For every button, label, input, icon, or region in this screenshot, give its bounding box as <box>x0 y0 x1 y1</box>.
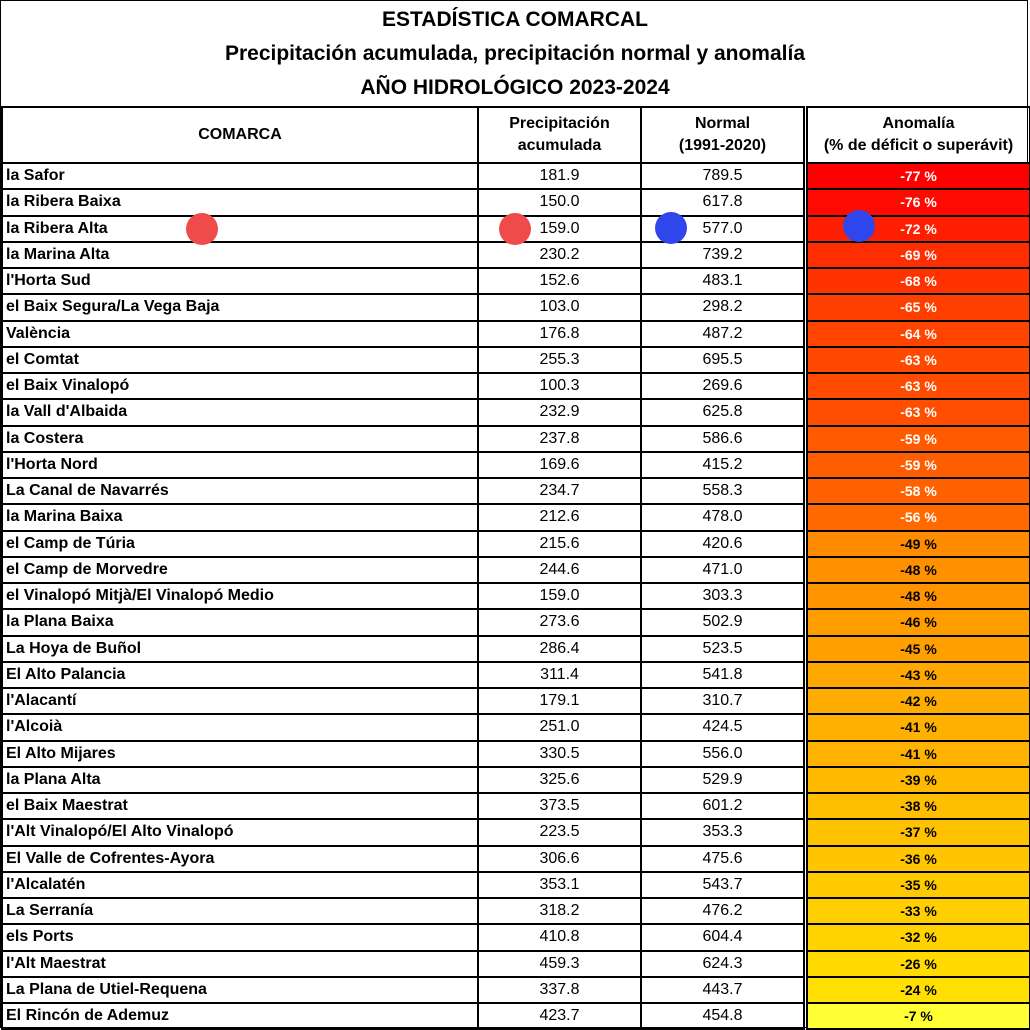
comarca-name: l'Alt Maestrat <box>2 951 478 977</box>
table-body <box>2 163 1030 1029</box>
page-subtitle: Precipitación acumulada, precipitación normal y anomalía <box>224 42 805 65</box>
comarca-name: El Alto Mijares <box>2 741 478 767</box>
table-row <box>2 872 1030 898</box>
normal-value: 789.5 <box>641 163 804 189</box>
anomaly-value: -33 % <box>807 898 1030 924</box>
column-header-precipitation-line2: acumulada <box>517 137 602 154</box>
precipitation-value: 311.4 <box>478 662 641 688</box>
precipitation-value: 353.1 <box>478 872 641 898</box>
normal-value: 483.1 <box>641 268 804 294</box>
comarca-name: el Camp de Túria <box>2 531 478 557</box>
normal-value: 310.7 <box>641 688 804 714</box>
anomaly-value: -49 % <box>807 531 1030 557</box>
comarca-name: l'Alt Vinalopó/El Alto Vinalopó <box>2 819 478 845</box>
table-row <box>2 1003 1030 1029</box>
normal-value: 269.6 <box>641 373 804 399</box>
normal-value: 476.2 <box>641 898 804 924</box>
comarca-name: la Marina Alta <box>2 242 478 268</box>
normal-value: 353.3 <box>641 819 804 845</box>
normal-value: 298.2 <box>641 294 804 320</box>
anomaly-value: -64 % <box>807 321 1030 347</box>
comarca-name: La Plana de Utiel-Requena <box>2 977 478 1003</box>
comarca-name: l'Alacantí <box>2 688 478 714</box>
comarca-name: la Ribera Alta <box>2 216 478 242</box>
precipitation-value: 255.3 <box>478 347 641 373</box>
comarca-name: La Serranía <box>2 898 478 924</box>
table-row <box>2 347 1030 373</box>
anomaly-value: -43 % <box>807 662 1030 688</box>
anomaly-value: -37 % <box>807 819 1030 845</box>
precipitation-value: 179.1 <box>478 688 641 714</box>
comarca-name: El Rincón de Ademuz <box>2 1003 478 1029</box>
table-row <box>2 399 1030 425</box>
normal-value: 695.5 <box>641 347 804 373</box>
page-title: ESTADÍSTICA COMARCAL <box>382 8 648 31</box>
normal-value: 529.9 <box>641 767 804 793</box>
precipitation-value: 244.6 <box>478 557 641 583</box>
precipitation-value: 273.6 <box>478 609 641 635</box>
comarca-name: la Plana Baixa <box>2 609 478 635</box>
column-header-precipitation <box>478 107 641 163</box>
anomaly-value: -46 % <box>807 609 1030 635</box>
table-row <box>2 163 1030 189</box>
precipitation-value: 215.6 <box>478 531 641 557</box>
precipitation-value: 232.9 <box>478 399 641 425</box>
blue-marker-dot <box>655 212 687 244</box>
column-header-precipitation-line1: Precipitación <box>509 115 610 132</box>
normal-value: 558.3 <box>641 478 804 504</box>
normal-value: 617.8 <box>641 189 804 215</box>
comarca-name: La Canal de Navarrés <box>2 478 478 504</box>
normal-value: 739.2 <box>641 242 804 268</box>
precipitation-value: 100.3 <box>478 373 641 399</box>
comarca-name: el Baix Segura/La Vega Baja <box>2 294 478 320</box>
comarca-name: el Baix Maestrat <box>2 793 478 819</box>
comarca-name: El Valle de Cofrentes-Ayora <box>2 846 478 872</box>
normal-value: 454.8 <box>641 1003 804 1029</box>
precipitation-value: 169.6 <box>478 452 641 478</box>
comarca-name: l'Horta Nord <box>2 452 478 478</box>
normal-value: 502.9 <box>641 609 804 635</box>
precipitation-value: 251.0 <box>478 714 641 740</box>
normal-value: 577.0 <box>641 216 804 242</box>
precipitation-value: 159.0 <box>478 216 641 242</box>
anomaly-value: -7 % <box>807 1003 1030 1029</box>
normal-value: 625.8 <box>641 399 804 425</box>
table-row <box>2 846 1030 872</box>
table-row <box>2 898 1030 924</box>
anomaly-value: -59 % <box>807 426 1030 452</box>
precipitation-value: 318.2 <box>478 898 641 924</box>
anomaly-value: -72 % <box>807 216 1030 242</box>
comarca-name: l'Horta Sud <box>2 268 478 294</box>
column-header-normal-line1: Normal <box>694 115 751 132</box>
precipitation-value: 459.3 <box>478 951 641 977</box>
table-row <box>2 321 1030 347</box>
table-row <box>2 294 1030 320</box>
comarca-name: els Ports <box>2 924 478 950</box>
table-row <box>2 767 1030 793</box>
precipitation-value: 152.6 <box>478 268 641 294</box>
anomaly-value: -42 % <box>807 688 1030 714</box>
normal-value: 420.6 <box>641 531 804 557</box>
anomaly-value: -24 % <box>807 977 1030 1003</box>
precipitation-value: 423.7 <box>478 1003 641 1029</box>
table-row <box>2 688 1030 714</box>
table-row <box>2 478 1030 504</box>
comarca-name: la Safor <box>2 163 478 189</box>
anomaly-value: -69 % <box>807 242 1030 268</box>
table-row <box>2 636 1030 662</box>
column-header-normal <box>641 107 804 163</box>
table-row <box>2 583 1030 609</box>
table-row <box>2 426 1030 452</box>
comarca-name: la Costera <box>2 426 478 452</box>
table-row <box>2 977 1030 1003</box>
table-row <box>2 504 1030 530</box>
normal-value: 624.3 <box>641 951 804 977</box>
table-row <box>2 793 1030 819</box>
normal-value: 471.0 <box>641 557 804 583</box>
table-row <box>2 557 1030 583</box>
comarca-name: La Hoya de Buñol <box>2 636 478 662</box>
precipitation-value: 230.2 <box>478 242 641 268</box>
table-header-row <box>2 107 1030 163</box>
anomaly-value: -45 % <box>807 636 1030 662</box>
comarca-name: l'Alcoià <box>2 714 478 740</box>
table-row <box>2 819 1030 845</box>
anomaly-value: -26 % <box>807 951 1030 977</box>
table-row <box>2 531 1030 557</box>
anomaly-value: -48 % <box>807 583 1030 609</box>
anomaly-value: -58 % <box>807 478 1030 504</box>
normal-value: 604.4 <box>641 924 804 950</box>
normal-value: 478.0 <box>641 504 804 530</box>
column-header-anomaly-line1: Anomalía <box>882 115 955 132</box>
table-row <box>2 924 1030 950</box>
anomaly-value: -35 % <box>807 872 1030 898</box>
table-row <box>2 741 1030 767</box>
normal-value: 556.0 <box>641 741 804 767</box>
comarca-name: el Camp de Morvedre <box>2 557 478 583</box>
anomaly-value: -63 % <box>807 347 1030 373</box>
precipitation-value: 286.4 <box>478 636 641 662</box>
precipitation-value: 373.5 <box>478 793 641 819</box>
normal-value: 541.8 <box>641 662 804 688</box>
precipitation-value: 150.0 <box>478 189 641 215</box>
normal-value: 487.2 <box>641 321 804 347</box>
comarca-name: la Plana Alta <box>2 767 478 793</box>
comarca-name: el Baix Vinalopó <box>2 373 478 399</box>
red-marker-dot <box>499 213 531 245</box>
normal-value: 523.5 <box>641 636 804 662</box>
comarca-name: l'Alcalatén <box>2 872 478 898</box>
normal-value: 543.7 <box>641 872 804 898</box>
anomaly-value: -36 % <box>807 846 1030 872</box>
normal-value: 443.7 <box>641 977 804 1003</box>
anomaly-value: -48 % <box>807 557 1030 583</box>
column-header-anomaly-line2: (% de déficit o superávit) <box>823 137 1014 154</box>
column-header-normal-line2: (1991-2020) <box>678 137 767 154</box>
precipitation-value: 176.8 <box>478 321 641 347</box>
precipitation-value: 337.8 <box>478 977 641 1003</box>
comarca-name: el Comtat <box>2 347 478 373</box>
anomaly-value: -39 % <box>807 767 1030 793</box>
anomaly-value: -59 % <box>807 452 1030 478</box>
table-row <box>2 242 1030 268</box>
comarca-name: la Marina Baixa <box>2 504 478 530</box>
normal-value: 415.2 <box>641 452 804 478</box>
table-row <box>2 714 1030 740</box>
column-header-anomaly <box>807 107 1030 163</box>
precipitation-value: 212.6 <box>478 504 641 530</box>
anomaly-value: -68 % <box>807 268 1030 294</box>
title-block <box>0 0 1030 105</box>
precipitation-value: 410.8 <box>478 924 641 950</box>
anomaly-value: -65 % <box>807 294 1030 320</box>
hydrological-year: AÑO HIDROLÓGICO 2023-2024 <box>360 76 670 99</box>
normal-value: 586.6 <box>641 426 804 452</box>
anomaly-value: -41 % <box>807 714 1030 740</box>
anomaly-value: -32 % <box>807 924 1030 950</box>
precipitation-value: 325.6 <box>478 767 641 793</box>
normal-value: 303.3 <box>641 583 804 609</box>
anomaly-value: -63 % <box>807 399 1030 425</box>
table-row <box>2 268 1030 294</box>
red-marker-dot <box>186 213 218 245</box>
comarca-name: el Vinalopó Mitjà/El Vinalopó Medio <box>2 583 478 609</box>
precipitation-value: 237.8 <box>478 426 641 452</box>
anomaly-value: -63 % <box>807 373 1030 399</box>
column-header-comarca: COMARCA <box>2 107 478 163</box>
precipitation-value: 223.5 <box>478 819 641 845</box>
precipitation-value: 330.5 <box>478 741 641 767</box>
normal-value: 424.5 <box>641 714 804 740</box>
comarca-name: València <box>2 321 478 347</box>
table-row <box>2 452 1030 478</box>
precipitation-value: 159.0 <box>478 583 641 609</box>
anomaly-value: -38 % <box>807 793 1030 819</box>
precipitation-value: 103.0 <box>478 294 641 320</box>
anomaly-value: -77 % <box>807 163 1030 189</box>
table-row <box>2 189 1030 215</box>
anomaly-value: -56 % <box>807 504 1030 530</box>
comarca-name: la Vall d'Albaida <box>2 399 478 425</box>
table-row <box>2 609 1030 635</box>
table-row <box>2 951 1030 977</box>
table-row <box>2 662 1030 688</box>
precipitation-value: 181.9 <box>478 163 641 189</box>
comarca-name: El Alto Palancia <box>2 662 478 688</box>
anomaly-value: -76 % <box>807 189 1030 215</box>
blue-marker-dot <box>843 210 875 242</box>
normal-value: 601.2 <box>641 793 804 819</box>
normal-value: 475.6 <box>641 846 804 872</box>
precipitation-value: 234.7 <box>478 478 641 504</box>
table-row <box>2 373 1030 399</box>
anomaly-value: -41 % <box>807 741 1030 767</box>
precipitation-value: 306.6 <box>478 846 641 872</box>
comarca-name: la Ribera Baixa <box>2 189 478 215</box>
